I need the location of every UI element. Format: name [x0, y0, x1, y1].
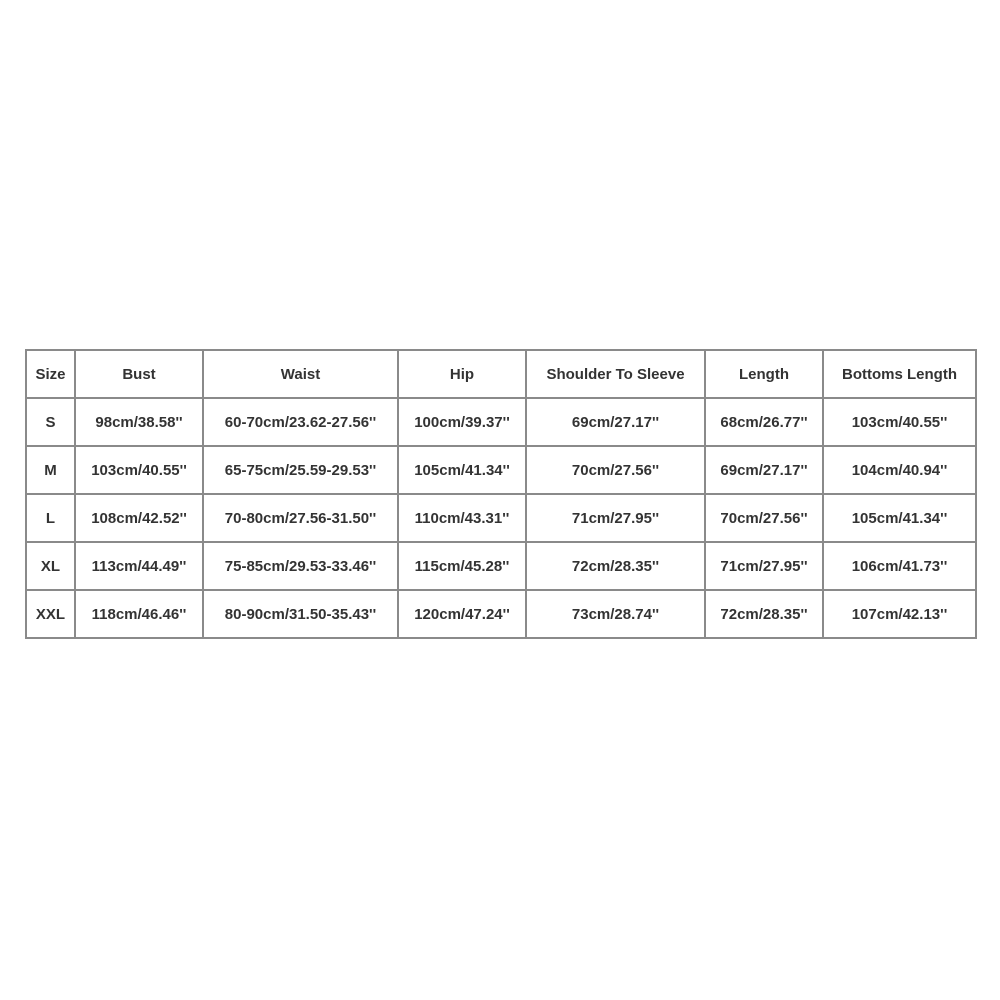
- hip-cell: 115cm/45.28'': [398, 542, 526, 590]
- size-cell: XL: [26, 542, 75, 590]
- bottoms-length-cell: 107cm/42.13'': [823, 590, 976, 638]
- size-cell: L: [26, 494, 75, 542]
- bust-cell: 113cm/44.49'': [75, 542, 203, 590]
- waist-cell: 80-90cm/31.50-35.43'': [203, 590, 398, 638]
- waist-cell: 75-85cm/29.53-33.46'': [203, 542, 398, 590]
- bust-cell: 108cm/42.52'': [75, 494, 203, 542]
- shoulder-to-sleeve-cell: 72cm/28.35'': [526, 542, 705, 590]
- shoulder-to-sleeve-cell: 70cm/27.56'': [526, 446, 705, 494]
- header-hip: Hip: [398, 350, 526, 398]
- size-chart-table: [25, 349, 977, 639]
- bottoms-length-cell: 105cm/41.34'': [823, 494, 976, 542]
- bottoms-length-cell: 104cm/40.94'': [823, 446, 976, 494]
- table-row: [26, 446, 976, 494]
- size-cell: XXL: [26, 590, 75, 638]
- bust-cell: 103cm/40.55'': [75, 446, 203, 494]
- shoulder-to-sleeve-cell: 69cm/27.17'': [526, 398, 705, 446]
- header-shoulder-to-sleeve: Shoulder To Sleeve: [526, 350, 705, 398]
- length-cell: 72cm/28.35'': [705, 590, 823, 638]
- hip-cell: 120cm/47.24'': [398, 590, 526, 638]
- table-row: [26, 494, 976, 542]
- waist-cell: 60-70cm/23.62-27.56'': [203, 398, 398, 446]
- size-cell: M: [26, 446, 75, 494]
- length-cell: 70cm/27.56'': [705, 494, 823, 542]
- length-cell: 68cm/26.77'': [705, 398, 823, 446]
- bust-cell: 118cm/46.46'': [75, 590, 203, 638]
- table-row: [26, 542, 976, 590]
- hip-cell: 100cm/39.37'': [398, 398, 526, 446]
- bust-cell: 98cm/38.58'': [75, 398, 203, 446]
- bottoms-length-cell: 103cm/40.55'': [823, 398, 976, 446]
- header-bottoms-length: Bottoms Length: [823, 350, 976, 398]
- shoulder-to-sleeve-cell: 73cm/28.74'': [526, 590, 705, 638]
- shoulder-to-sleeve-cell: 71cm/27.95'': [526, 494, 705, 542]
- size-cell: S: [26, 398, 75, 446]
- header-waist: Waist: [203, 350, 398, 398]
- table-header-row: [26, 350, 976, 398]
- length-cell: 69cm/27.17'': [705, 446, 823, 494]
- waist-cell: 65-75cm/25.59-29.53'': [203, 446, 398, 494]
- length-cell: 71cm/27.95'': [705, 542, 823, 590]
- header-length: Length: [705, 350, 823, 398]
- table-row: [26, 590, 976, 638]
- hip-cell: 110cm/43.31'': [398, 494, 526, 542]
- bottoms-length-cell: 106cm/41.73'': [823, 542, 976, 590]
- header-size: Size: [26, 350, 75, 398]
- hip-cell: 105cm/41.34'': [398, 446, 526, 494]
- table-row: [26, 398, 976, 446]
- waist-cell: 70-80cm/27.56-31.50'': [203, 494, 398, 542]
- header-bust: Bust: [75, 350, 203, 398]
